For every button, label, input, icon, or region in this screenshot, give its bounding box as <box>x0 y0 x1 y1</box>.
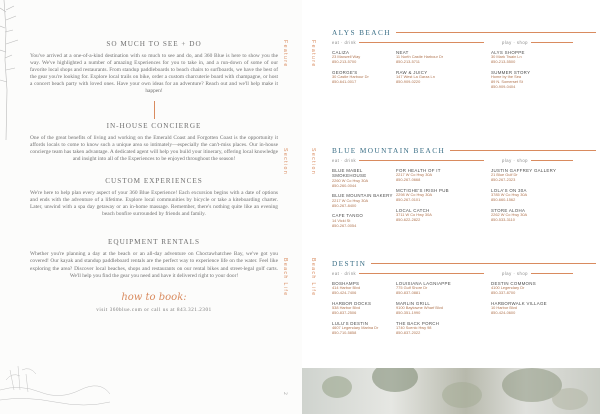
category-row <box>332 271 596 279</box>
listing-name: SUMMER STORY <box>491 70 531 75</box>
listing-name: BOSHAMPS <box>332 281 360 286</box>
listing-name: JUSTIN GAFFREY GALLERY <box>491 168 557 173</box>
category-row <box>332 40 596 48</box>
section-body-rentals: Whether you're planning a day at the beach or an all-day adventure on Choctawhatchee Bay, we've got you covered! Our kayak and standup paddleboard rentals are the perfect way to experience life on the water. Feel like exploring the area? Discover local beaches, shops and restaurants on our rental bikes and street-legal golf carts. We'll help you find the gear you need and have it delivered right to your door! <box>30 251 278 279</box>
listing-phone: 850-213-5711 <box>396 59 420 65</box>
listing-entry <box>332 213 396 228</box>
listing-entry <box>332 301 396 316</box>
listing-name: ALYS SHOPPE <box>491 50 525 55</box>
listing-entry <box>396 50 491 65</box>
city-name: BLUE MOUNTAIN BEACH <box>332 146 446 155</box>
listing-entry <box>396 281 491 296</box>
listing-address: 2298 W Co Hwy 30A <box>396 192 433 198</box>
listing-name: THE BACK PORCH <box>396 321 440 326</box>
listing-column <box>491 168 561 233</box>
city-rule <box>371 263 596 264</box>
listing-column <box>396 168 491 233</box>
foliage-photo <box>302 368 600 414</box>
listing-entry <box>396 208 491 223</box>
listing-address: 23 Maxwell Way <box>332 54 361 60</box>
city-section-destin <box>332 259 596 341</box>
section-title-rentals: EQUIPMENT RENTALS <box>108 238 200 247</box>
listing-entry <box>396 321 491 336</box>
listing-name: DESTIN COMMONS <box>491 281 536 286</box>
listing-name: LOLA'S ON 30A <box>491 188 527 193</box>
listing-entry <box>332 321 396 336</box>
listing-name: LOCAL CATCH <box>396 208 430 213</box>
listing-address: Home by the Sea <box>491 74 522 80</box>
listing-phone: 850-267-0668 <box>396 177 421 183</box>
listing-entry <box>491 168 561 183</box>
beach-sketch-illustration <box>0 340 110 414</box>
city-section-alys-beach <box>332 28 596 95</box>
listing-phone: 850-660-1562 <box>491 197 516 203</box>
listing-name: MCTIGHE'S IRISH PUB <box>396 188 449 193</box>
listing-entry <box>491 208 561 223</box>
section-title-see-do: SO MUCH TO SEE + DO <box>106 40 202 48</box>
listing-phone: 850-267-8400 <box>332 202 357 208</box>
listing-phone: 850-267-2323 <box>491 177 516 183</box>
listing-column <box>396 281 491 341</box>
listing-phone: 850-837-2022 <box>396 330 421 336</box>
listing-address: 538 Harbor Blvd <box>332 305 361 311</box>
listing-address: 4100 Legendary Dr <box>491 285 525 291</box>
listing-name: HARBORWALK VILLAGE <box>491 301 547 306</box>
city-section-blue-mountain-beach <box>332 146 596 233</box>
listing-entry <box>396 70 491 85</box>
listing-address: 2262 W Co Hwy 30A <box>491 212 528 218</box>
listing-entry <box>491 281 561 296</box>
listing-phone: 850-622-2822 <box>396 217 421 223</box>
listing-entry <box>396 168 491 183</box>
listing-entry <box>332 168 396 188</box>
listing-entry <box>332 70 396 85</box>
listing-address: 89 N. Somerset St <box>491 79 523 85</box>
listing-phone: 850-260-0044 <box>332 182 357 188</box>
section-body-see-do: You've arrived at a one-of-a-kind destination with so much to see and do, and 360 Blue is here to show you the way. We've highlighted a number of amazing Experiences for you to take in, and a run-down of some of our favorite local shops and restaurants. From standup paddleboards to beach chairs to surfboards, we have the best of the gear you're looking for. Explore local trails on bike, order a custom charcuterie board with champagne, or host a concert beach party with loved ones. Have your own ideas for an adventure? Reach out and we'll help make it happen! <box>30 53 278 95</box>
listing-name: BLUE MABEL SMOKEHOUSE <box>332 168 367 179</box>
listing-phone: 850-424-0600 <box>491 310 516 316</box>
listing-column <box>332 50 396 95</box>
listing-name: STORE ALOHA <box>491 208 526 213</box>
listing-grid <box>332 168 596 233</box>
listing-entry <box>491 50 561 65</box>
listing-phone: 850-909-0220 <box>396 79 421 85</box>
right-page <box>302 0 600 414</box>
listing-name: CALIZA <box>332 50 350 55</box>
listing-entry <box>396 301 491 316</box>
listing-address: 30 Mark Twain Ln <box>491 54 522 60</box>
city-name: DESTIN <box>332 259 367 268</box>
spine-word: Section <box>282 148 288 176</box>
listing-phone: 850-424-7406 <box>332 290 357 296</box>
listing-address: 3711 W Co Hwy 30A <box>396 212 432 218</box>
listing-phone: 850-213-5700 <box>332 59 357 65</box>
listing-grid <box>332 281 596 341</box>
category-eat-drink: eat · drink <box>332 158 484 163</box>
listing-phone: 850-267-0054 <box>332 222 357 228</box>
listing-address: 2217 W Co Hwy 30A <box>332 197 369 203</box>
listing-address: 14 Vicki St <box>332 217 351 223</box>
listing-name: FOR HEALTH OF IT <box>396 168 441 173</box>
listing-column <box>396 50 491 95</box>
section-title-custom: CUSTOM EXPERIENCES <box>105 176 203 185</box>
listing-entry <box>332 50 396 65</box>
city-header <box>332 28 596 37</box>
listing-name: HARBOR DOCKS <box>332 301 372 306</box>
city-rule <box>450 150 596 151</box>
listing-name: MARLIN GRILL <box>396 301 431 306</box>
right-spine <box>310 0 320 414</box>
booking-contact-line: visit 360blue.com or call us at 843.321.2301 <box>96 307 212 313</box>
category-eat-drink: eat · drink <box>332 271 484 276</box>
listing-column <box>332 281 396 341</box>
listing-phone: 850-837-2506 <box>332 310 357 316</box>
listing-entry <box>396 188 491 203</box>
spine-word: Section <box>310 148 316 176</box>
listing-phone: 850-267-0101 <box>396 197 421 203</box>
listing-phone: 850-641-0017 <box>332 79 357 85</box>
category-eat-drink: eat · drink <box>332 40 484 45</box>
listing-phone: 850-533-3110 <box>491 217 515 223</box>
section-title-concierge: IN-HOUSE CONCIERGE <box>106 121 202 130</box>
listing-address: 30 Castle Harbour Dr <box>332 74 369 80</box>
category-row <box>332 158 596 166</box>
listing-phone: 850-909-0404 <box>491 84 516 89</box>
listing-address: 9100 Baytowne Wharf Blvd <box>396 305 443 311</box>
section-body-custom: We're here to help plan every aspect of your 360 Blue Experience! Each excursion begins with a date of options and ends with the adventure of a lifetime. Explore local communities by bicycle or take a kiteboarding charter. Later, unwind with a spa day getaway or an in-home massage. Remember, there's nothing quite like an evening beach bonfire surrounded by friends and family. <box>30 189 278 218</box>
listing-entry <box>491 188 561 203</box>
listing-name: CAFE TANGO <box>332 213 364 219</box>
left-spine <box>282 0 292 414</box>
listing-address: 414 Harbor Blvd <box>332 285 361 291</box>
spine-word: Beach Life <box>310 258 316 297</box>
listing-address: 147 West La Garza Ln <box>396 74 435 80</box>
city-name: ALYS BEACH <box>332 28 391 37</box>
listing-address: 1740 Scenic Hwy 98 <box>396 325 432 331</box>
listing-address: 21 Blue Gulf Dr <box>491 172 518 178</box>
category-play-shop: play · shop <box>502 271 573 276</box>
listing-phone: 850-710-5858 <box>332 330 357 336</box>
listing-name: BLUE MOUNTAIN BAKERY <box>332 193 393 199</box>
listing-phone: 850-337-8700 <box>491 290 516 296</box>
listing-name: LOUISIANA LAGNIAPPE <box>396 281 451 286</box>
page-number-left: 2 <box>282 392 288 395</box>
how-to-book-heading: how to book: <box>121 291 187 303</box>
listing-address: 775 Gulf Shore Dr <box>396 285 428 291</box>
listing-phone: 850-213-5500 <box>491 59 516 65</box>
listing-phone: 850-351-1990 <box>396 310 421 316</box>
listing-address: 2217 W Co Hwy 30A <box>396 172 433 178</box>
listing-column <box>491 50 561 95</box>
category-play-shop: play · shop <box>502 40 573 45</box>
spine-word: Beach Life <box>282 258 288 297</box>
listing-column <box>491 281 561 341</box>
city-header <box>332 259 596 268</box>
listing-entry <box>491 301 561 316</box>
listing-address: 10 Harbor Blvd <box>491 305 517 311</box>
tree-sketch-illustration <box>0 0 24 140</box>
listing-address: 3785 W Co Hwy 30A <box>491 192 528 198</box>
left-text-column <box>30 40 278 313</box>
category-play-shop: play · shop <box>502 158 573 163</box>
listing-address: 2260 W Co Hwy 30A <box>332 177 369 183</box>
listing-address: 4607 Legendary Marina Dr <box>332 325 379 331</box>
listing-entry <box>332 281 396 296</box>
spine-word: Feature <box>310 40 316 68</box>
listing-name: GEORGE'S <box>332 70 358 75</box>
section-divider <box>154 101 155 119</box>
city-header <box>332 146 596 155</box>
listing-phone: 850-837-0881 <box>396 290 421 296</box>
listing-entry <box>491 70 561 90</box>
listing-column <box>332 168 396 233</box>
listing-name: RAW & JUICY <box>396 70 428 75</box>
listing-address: 11 North Castle Harbour Dr <box>396 54 444 60</box>
listing-entry <box>332 193 396 208</box>
spine-word: Feature <box>282 40 288 68</box>
listing-name: LULU'S DESTIN <box>332 321 369 326</box>
listing-grid <box>332 50 596 95</box>
city-rule <box>396 32 596 33</box>
section-body-concierge: One of the great benefits of living and working on the Emerald Coast and Forgotten Coast is the opportunity it affords locals to come to know such a unique area so intimately—especially the can't-miss places. Our in-house concierge team has taken advantage. A dedicated agent will help you build your itinerary, offering local knowledge and insight into all of the Experiences to be enjoyed throughout the season! <box>30 134 278 162</box>
listing-name: NEAT <box>396 50 409 55</box>
